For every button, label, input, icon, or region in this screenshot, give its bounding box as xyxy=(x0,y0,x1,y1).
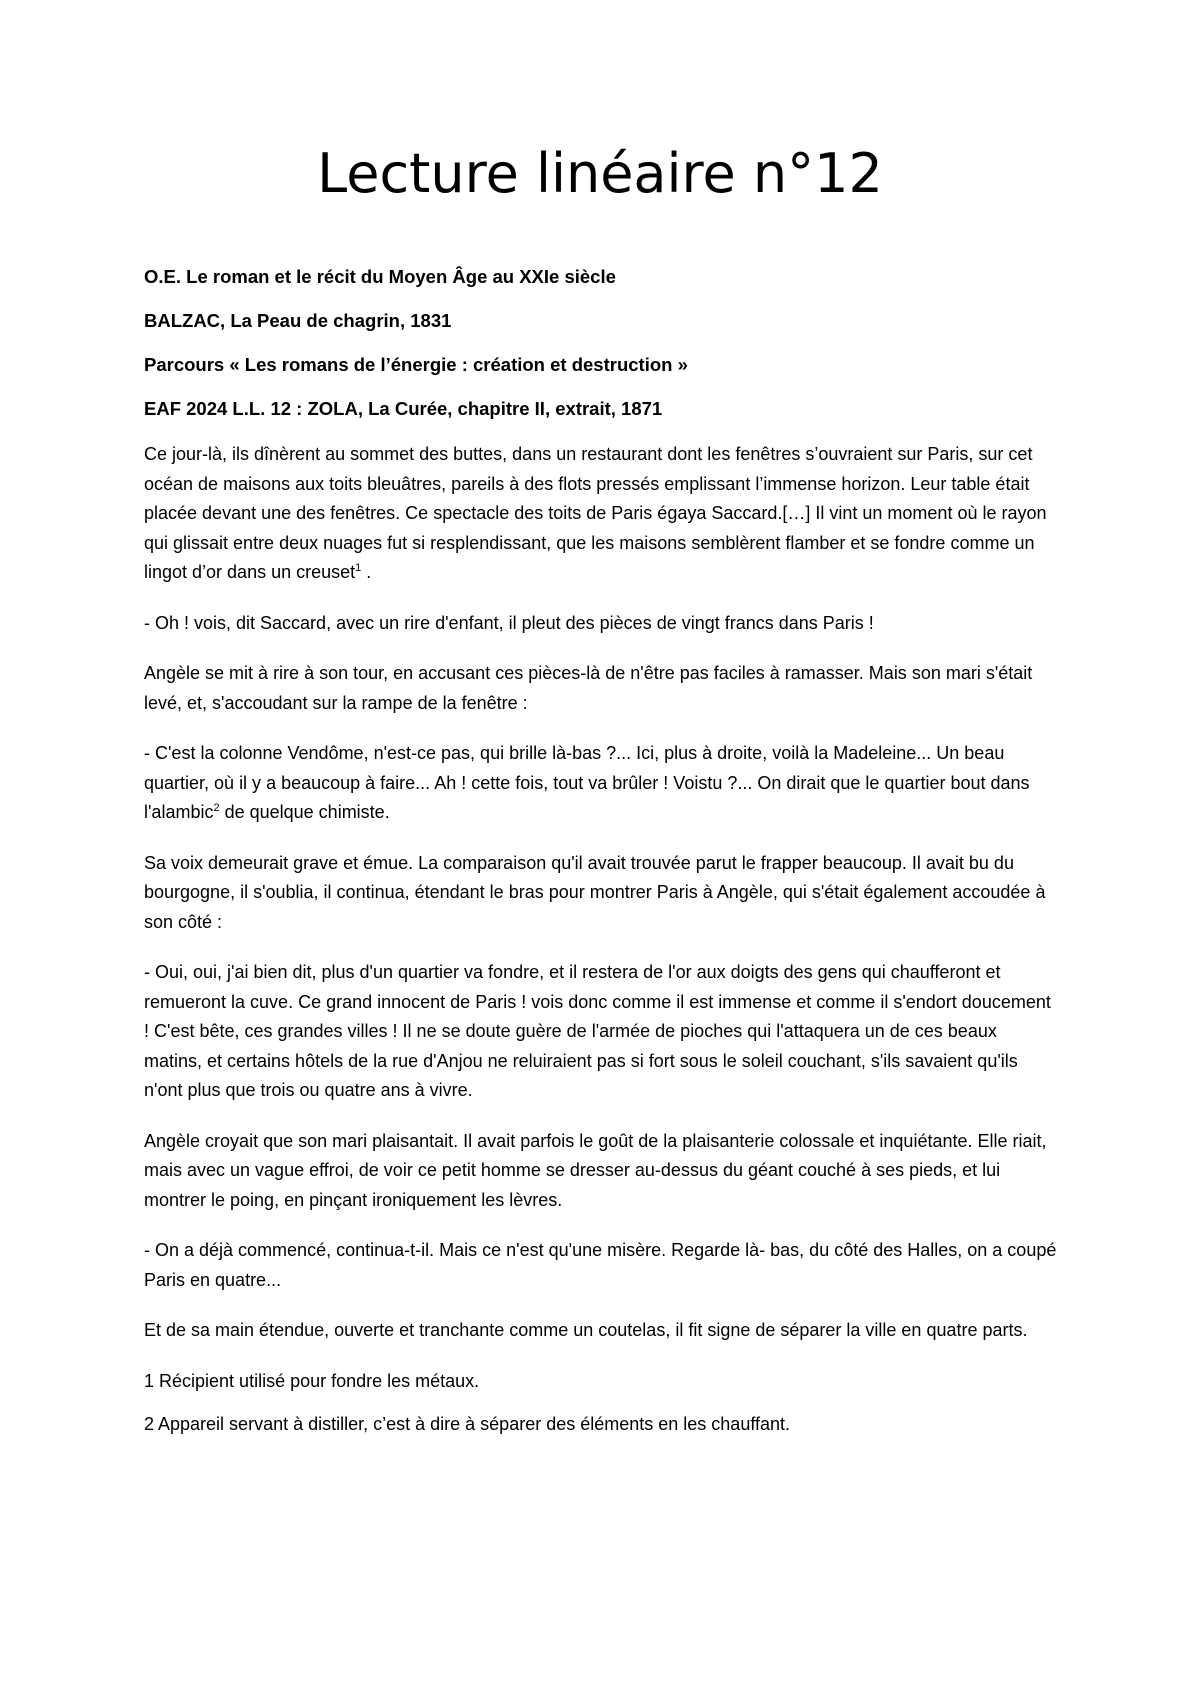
paragraph-4-text: - C'est la colonne Vendôme, n'est-ce pas, qui brille là-bas ?... Ici, plus à droite, voilà la Madeleine... Un beau quartier, où il y a beaucoup à faire... Ah ! cette fois, tout va brûler ! Voistu ?... On dirait que le quartier bout dans l'alambic xyxy=(144,743,1030,822)
header-eaf: EAF 2024 L.L. 12 : ZOLA, La Curée, chapitre II, extrait, 1871 xyxy=(144,398,663,419)
header-oe: O.E. Le roman et le récit du Moyen Âge au XXIe siècle xyxy=(144,266,616,287)
paragraph-3: Angèle se mit à rire à son tour, en accusant ces pièces-là de n'être pas faciles à ramasser. Mais son mari s'était levé, et, s'accoudant sur la rampe de la fenêtre : xyxy=(144,663,1033,713)
paragraph-9: Et de sa main étendue, ouverte et tranchante comme un coutelas, il fit signe de séparer la ville en quatre parts. xyxy=(144,1320,1028,1340)
paragraph-1 xyxy=(144,440,1059,588)
footnote-ref-2: 2 xyxy=(213,802,220,814)
paragraph-4 xyxy=(144,739,1059,828)
paragraph-4-end: de quelque chimiste. xyxy=(219,802,390,822)
footnote-1: 1 Récipient utilisé pour fondre les métaux. xyxy=(144,1370,480,1391)
paragraph-8: - On a déjà commencé, continua-t-il. Mais ce n'est qu'une misère. Regarde là- bas, du côté des Halles, on a coupé Paris en quatre... xyxy=(144,1240,1057,1290)
header-parcours: Parcours « Les romans de l’énergie : création et destruction » xyxy=(144,354,688,375)
paragraph-6: - Oui, oui, j'ai bien dit, plus d'un quartier va fondre, et il restera de l'or aux doigts des gens qui chaufferont et remueront la cuve. Ce grand innocent de Paris ! vois donc comme il est immense et comme il s'endort doucement ! C'est bête, ces grandes villes ! Il ne se doute guère de l'armée de pioches qui l'attaquera un de ces beaux matins, et certains hôtels de la rue d'Anjou ne reluiraient pas si fort sous le soleil couchant, s'ils savaient qu'ils n'ont plus que trois ou quatre ans à vivre. xyxy=(144,962,1051,1100)
paragraph-7: Angèle croyait que son mari plaisantait. Il avait parfois le goût de la plaisanterie colossale et inquiétante. Elle riait, mais avec un vague effroi, de voir ce petit homme se dresser au-dessus du géant couché à ses pieds, et lui montrer le poing, en pinçant ironiquement les lèvres. xyxy=(144,1130,1047,1210)
footnote-2: 2 Appareil servant à distiller, c’est à dire à séparer des éléments en les chauffant. xyxy=(144,1414,791,1434)
paragraph-5: Sa voix demeurait grave et émue. La comparaison qu'il avait trouvée parut le frapper beaucoup. Il avait bu du bourgogne, il s'oublia, il continua, étendant le bras pour montrer Paris à Angèle, qui s'était également accoudée à son côté : xyxy=(144,852,1046,932)
footnote-ref-1: 1 xyxy=(355,562,362,574)
paragraph-1-end: . xyxy=(361,562,372,582)
document-body xyxy=(144,264,1059,1454)
paragraph-2: - Oh ! vois, dit Saccard, avec un rire d'enfant, il pleut des pièces de vingt francs dans Paris ! xyxy=(144,612,874,633)
header-balzac: BALZAC, La Peau de chagrin, 1831 xyxy=(144,310,452,331)
paragraph-1-text: Ce jour-là, ils dînèrent au sommet des buttes, dans un restaurant dont les fenêtres s’ouvraient sur Paris, sur cet océan de maisons aux toits bleuâtres, pareils à des flots pressés emplissant l’immense horizon. Leur table était placée devant une des fenêtres. Ce spectacle des toits de Paris égaya Saccard.[…] Il vint un moment où le rayon qui glissait entre deux nuages fut si resplendissant, que les maisons semblèrent flamber et se fondre comme un lingot d’or dans un creuset xyxy=(144,444,1047,582)
page-title: Lecture linéaire n°12 xyxy=(317,142,883,205)
